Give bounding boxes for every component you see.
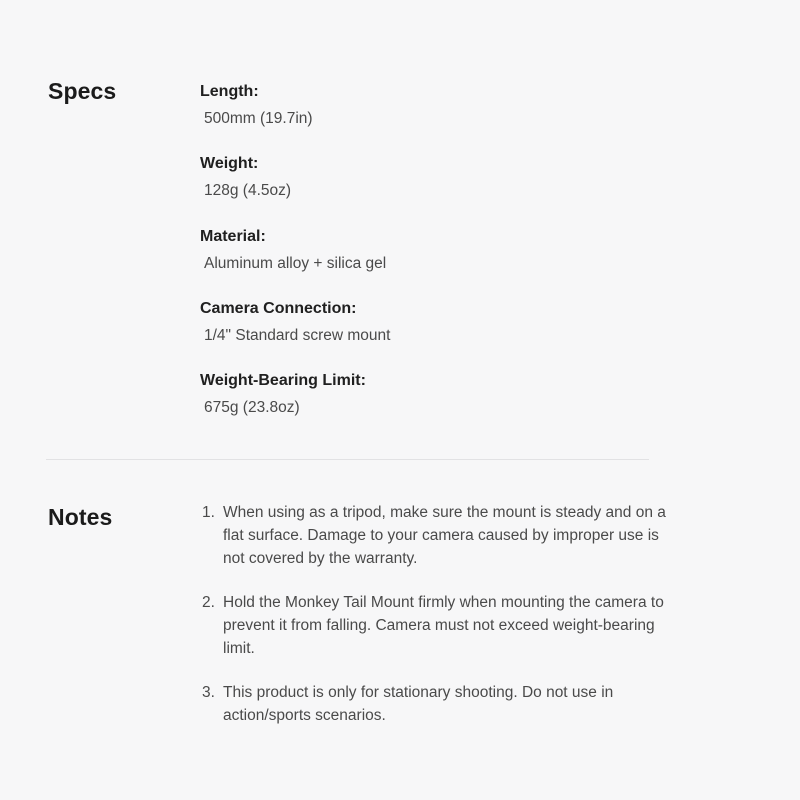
spec-item-material bbox=[200, 227, 680, 274]
spec-label: Weight-Bearing Limit: bbox=[200, 372, 366, 389]
spec-label: Material: bbox=[200, 228, 266, 245]
note-number: 2. bbox=[202, 594, 215, 611]
spec-label: Weight: bbox=[200, 155, 259, 172]
spec-label: Camera Connection: bbox=[200, 300, 357, 317]
spec-value: 1/4" Standard screw mount bbox=[204, 327, 391, 344]
note-text: This product is only for stationary shooting. Do not use in action/sports scenarios. bbox=[223, 684, 614, 724]
spec-value: 675g (23.8oz) bbox=[204, 399, 300, 416]
notes-section bbox=[0, 460, 800, 800]
note-number: 3. bbox=[202, 684, 215, 701]
spec-item-weight bbox=[200, 154, 680, 201]
spec-item-camera-connection bbox=[200, 299, 680, 346]
notes-title: Notes bbox=[48, 504, 113, 530]
spec-item-weight-bearing-limit bbox=[200, 371, 680, 418]
note-text: Hold the Monkey Tail Mount firmly when mounting the camera to prevent it from falling. Camera must not exceed weight-bearing limit. bbox=[223, 594, 664, 657]
note-number: 1. bbox=[202, 504, 215, 521]
specs-title: Specs bbox=[48, 78, 117, 104]
spec-value: Aluminum alloy + silica gel bbox=[204, 255, 387, 272]
spec-item-length bbox=[200, 82, 680, 129]
spec-value: 128g (4.5oz) bbox=[204, 182, 292, 199]
note-text: When using as a tripod, make sure the mount is steady and on a flat surface. Damage to your camera caused by improper use is not covered by the warranty. bbox=[223, 504, 666, 567]
spec-label: Length: bbox=[200, 83, 259, 100]
spec-value: 500mm (19.7in) bbox=[204, 110, 313, 127]
